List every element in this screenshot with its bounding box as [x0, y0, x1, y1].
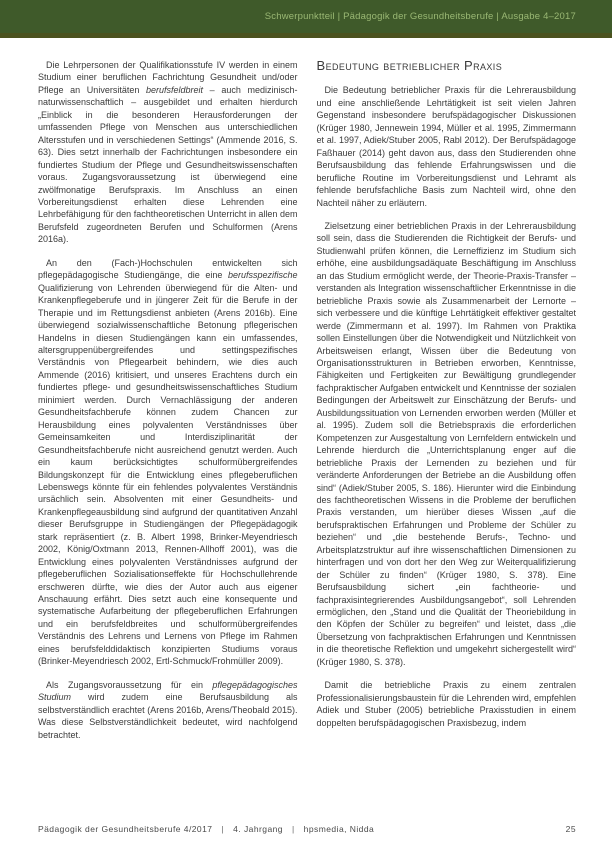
- right-column-paragraphs: [317, 84, 577, 729]
- paragraph: An den (Fach-)Hochschulen entwickelten sich pflegepädagogische Studiengänge, die eine berufsspezifische Qualifizierung von Lehrenden überwiegend für die Alten- und Krankenpflegeberufe und in jüngerer Zeit für die Berufe in der Therapie und im Rettungsdienst anbieten (Arens 2016b). Eine überwiegend sozialwissenschaftliche Betonung pflegerischen Handelns in diesen Studiengängen kann ein umfassendes, altersgruppenübergreifendes und settingspezifisches Verständnis von Pflegearbeit behindern, wie dies auch Ammende (2016) kritisiert, und unseres Erachtens durch ein fundiertes pflege- und gesundheitswissenschaftliches Studium minimiert werden. Durch Vernachlässigung der anderen Gesundheitsfachberufe können zudem Chancen zur Herausbildung eines polyvalenten Verständnisses über Gemeinsamkeiten und Interdisziplinarität der Gesundheitsfachberufe nicht ausreichend genutzt werden. Auch ein kaum berücksichtigtes schulformübergreifendes Bildungskonzept für die Entwicklung eines pflegeberuflichen Lebenswegs könnte für ein fehlendes polyvalentes Verständnis ursächlich sein. Absolventen mit einer Gesundheits- und Krankenpflegeausbildung sind aufgrund der quantitativen Anzahl dieser Berufsgruppe in Studiengängen der Pflegepädagogik stark repräsentiert (z. B. Albert 1998, Brinker-Meyendriesch 2002, König/Oxtmann 2013, Rennen-Allhoff 2001), was die Entwicklung eines polyvalenten Verständnisses aufgrund der pflegeberuflichen Sozialisationseffekte für Hochschullehrende erschweren dürfte, wie dies der Autor auch aus eigener Anschauung erfährt. Dies setzt auch eine konsequente und systematische Aufarbeitung der pflegeberuflichen Erfahrungen und ein berufsfeldbreites und schulformübergreifendes Verständnis des Lehrens und Lernens von Pflege im Rahmen eines berufsfelddidaktisch konzipierten Studiums voraus (Brinker-Meyendriesch 2002, Ertl-Schmuck/Frohmüller 2009).: [38, 257, 298, 667]
- header-bar: [0, 0, 612, 33]
- paragraph: Zielsetzung einer betrieblichen Praxis in der Lehrerausbildung soll sein, dass die Studierenden die Richtigkeit der Berufs- und Studienwahl prüfen können, die Lerneffizienz im Studium sich erhöhe, eine ausbildungsadäquate Beschäftigung im Anschluss an das Studium ermöglicht werde, der Theorie-Praxis-Transfer – verstanden als Integration wissenschaftlicher Erkenntnisse in die betriebliche Praxis sowie als Zusammenarbeit der Lernorte – sich verbessere und die künftige Lehrtätigkeit effektiver gestaltet werde (Zimmermann et al. 1997). Im Rahmen von Praktika sollen Einstellungen über die Notwendigkeit und Nützlichkeit von Arbeitsweisen erlangt, Wissen über die Bedeutung von Organisationsstrukturen in Betrieben erworben, Kenntnisse, Fähigkeiten und Fertigkeiten zur Bewältigung grundlegender fachpraktischer Aufgaben entwickelt und Kenntnisse der sozialen Bedingungen der Arbeitswelt zur Einschätzung der Berufs- und Ausbildungssituation von Lernenden erworben werden (Müller et al. 1995). Zudem soll die Betriebspraxis die erforderlichen Kompetenzen zur Ausgestaltung von Lernfeldern entwickeln und Lehrende hierdurch die „Unterrichtsplanung enger auf die betriebliche Praxis der Lernenden zu beziehen und für veränderte Anforderungen der Betriebe an die Ausbildung offen sind“ (Adiek/Stuber 2005, S. 186). Hierunter wird die Einbindung des fachtheoretischen Wissens in die Probleme der beruflichen Praxis verstanden, um hierüber dieses Wissen „auf die berufspraktischen Erfahrungen und Probleme der Schüler zu beziehen“ und „die bestehende Berufs-, Techno- und Arbeitsplatzstruktur auf ihre wissenschaftlichen Dimensionen zu hinterfragen und von dort her den Weg zur Weiterqualifizierung der Schüler zu finden“ (Krüger 1980, S. 378). Eine Berufsausbildung sichert „ein fachtheorie- und fachpraxisintegrierendes Ausbildungsangebot“, soll Lehrenden ermöglichen, den „Stand und die Qualität der Theoriebildung in den Köpfen der Schüler zu begreifen“ und leistet, dass „die Übersetzung von fachpraktischen Erfahrungen und Kenntnissen in die theoretische Reflektion und umgekehrt sichergestellt wird“ (Krüger 1980, S. 378).: [316, 220, 576, 667]
- section-heading: Bedeutung betrieblicher Praxis: [316, 58, 503, 73]
- footer-separator: |: [221, 824, 225, 834]
- footer-journal-title: Pädagogik der Gesundheitsberufe 4/2017: [38, 824, 213, 834]
- page-footer: [38, 824, 576, 834]
- page-number: 25: [565, 824, 576, 834]
- right-column: [317, 59, 577, 752]
- footer-volume: 4. Jahrgang: [233, 824, 283, 834]
- paragraph: Die Bedeutung betrieblicher Praxis für die Lehrerausbildung und eine anschließende Lehrtätigkeit ist seit vielen Jahren Gegenstand insbesondere berufspädagogischer Diskussionen (Krüger 1980, Jennewein 1994, Müller et al. 1995, Zimmermann et al. 1997, Adiek/Stuber 2005, Rabl 2012). Der Berufspädagoge Faßhauer (2014) geht davon aus, dass den Studierenden ohne Berufsausbildung das fehlende Erfahrungswissen und die berufliche Routine im Vorbereitungsdienst und Lehramt als fehlende berufsfachliche Basis zum Nachteil wird, ohne den Nachteil näher zu erläutern.: [316, 85, 576, 208]
- running-head: Schwerpunktteil | Pädagogik der Gesundheitsberufe | Ausgabe 4–2017: [264, 11, 576, 22]
- article-body: [0, 38, 612, 752]
- paragraph: Die Lehrpersonen der Qualifikationsstufe IV werden in einem Studium einer beruflichen Fachrichtung Gesundheit und/oder Pflege an Universitäten berufsfeldbreit – auch medizinisch-naturwissenschaftlich – ausgebildet und erhalten hierdurch „Einblick in die besonderen Herausforderungen der umfassenden Pflege von Menschen aus unterschiedlichen Altersstufen und in verschiedenen Settings“ (Ammende 2016, S. 63). Dies setzt innerhalb der Fachrichtungen insbesondere ein fundiertes Studium der Pflege und Gesundheitswissenschaften voraus. Zugangsvoraussetzung ist überwiegend eine zwölfmonatige Berufspraxis. Im Anschluss an einen Vorbereitungsdienst erhalten diese Lehrenden eine Lehrbefähigung für den fachtheoretischen Unterricht in allen dem Berufsfeld zugeordneten Berufen und Schulformen (Arens 2016a).: [38, 60, 298, 245]
- paragraph: Damit die betriebliche Praxis zu einem zentralen Professionalisierungsbaustein für die Lehrenden wird, empfehlen Adiek und Stuber (2005) betriebliche Praxisstudien in einem doppelten berufspädagogischen Praxisbezug, indem: [316, 680, 576, 728]
- footer-publisher: hpsmedia, Nidda: [303, 824, 375, 834]
- footer-separator: |: [292, 824, 295, 834]
- left-column: [38, 59, 298, 752]
- paragraph: Als Zugangsvoraussetzung für ein pflegepädagogisches Studium wird zudem eine Berufsausbildung als selbstverständlich erachtet (Arens 2016b, Arens/Theobald 2015). Was diese Selbstverständlichkeit bedeutet, wird nachfolgend betrachtet.: [38, 679, 298, 740]
